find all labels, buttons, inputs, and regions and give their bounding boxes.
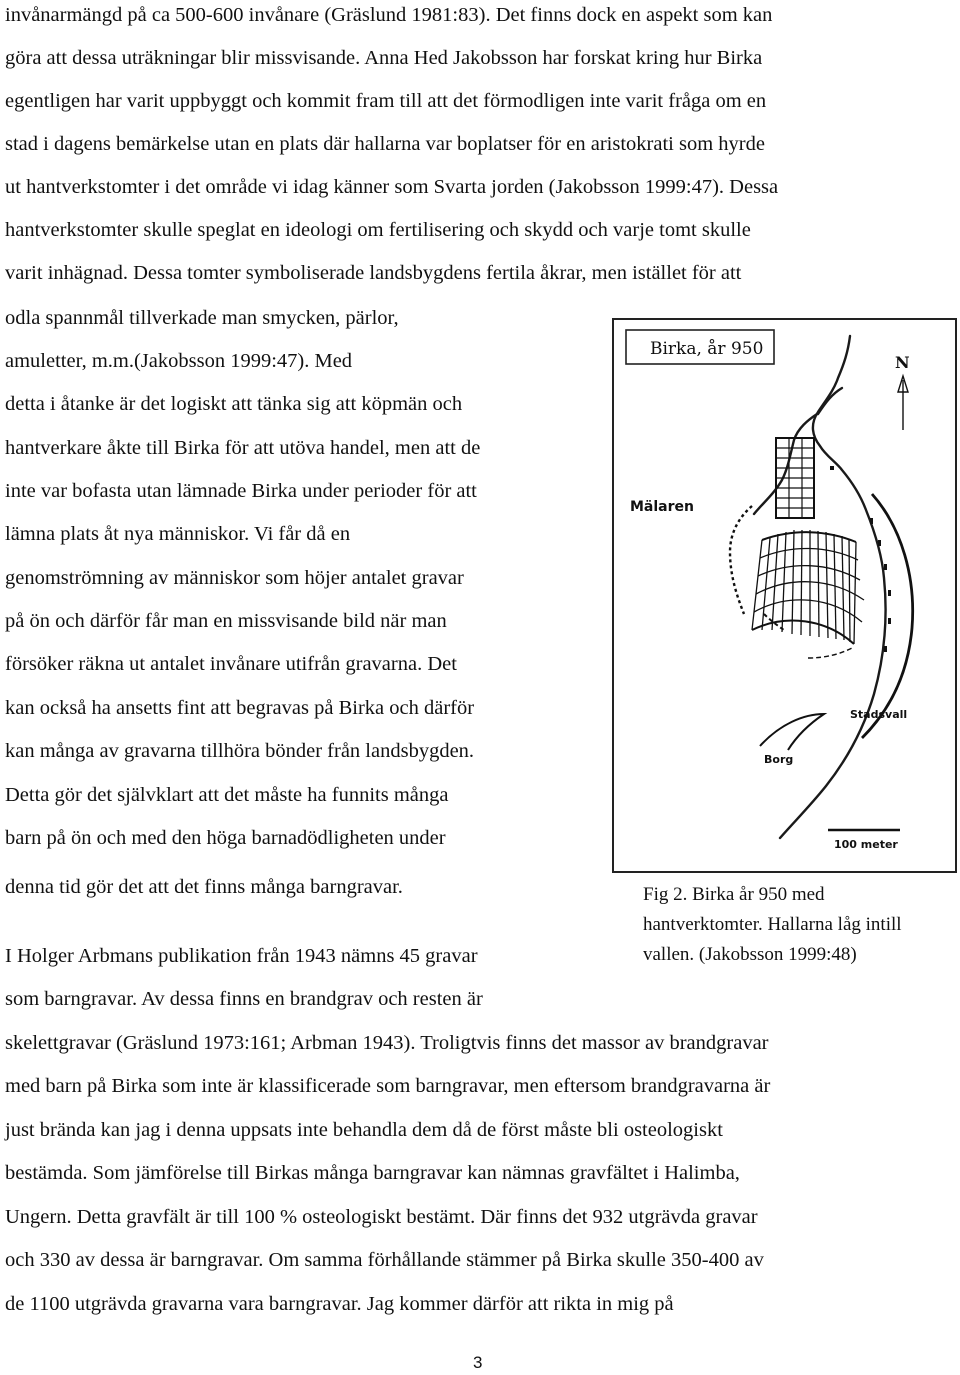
text-line: Ungern. Detta gravfält är till 100 % osteologiskt bestämt. Där finns det 932 utgrävda gravar bbox=[5, 1206, 758, 1228]
text-line: som barngravar. Av dessa finns en brandgrav och resten är bbox=[5, 988, 483, 1010]
text-line: amuletter, m.m.(Jakobsson 1999:47). Med bbox=[5, 350, 353, 372]
text-line: inte var bofasta utan lämnade Birka under perioder för att bbox=[5, 480, 477, 502]
birka-map-figure bbox=[612, 318, 957, 873]
text-line: just brända kan jag i denna uppsats inte behandla dem då de först måste bli osteologiskt bbox=[5, 1119, 723, 1141]
text-line: detta i åtanke är det logiskt att tänka sig att köpmän och bbox=[5, 393, 463, 415]
text-line: på ön och därför får man en missvisande bild när man bbox=[5, 610, 447, 632]
stadsvall-label: Stadsvall bbox=[850, 708, 908, 721]
map-title: Birka, år 950 bbox=[650, 339, 764, 359]
text-line: och 330 av dessa är barngravar. Om samma förhållande stämmer på Birka skulle 350-400 av bbox=[5, 1249, 764, 1271]
text-line: I Holger Arbmans publikation från 1943 nämns 45 gravar bbox=[5, 945, 478, 967]
text-line: göra att dessa uträkningar blir missvisande. Anna Hed Jakobsson har forskat kring hur Birka bbox=[5, 47, 763, 69]
text-line: hantverkstomter skulle speglat en ideologi om fertilisering och skydd och varje tomt skulle bbox=[5, 219, 751, 241]
text-line: Detta gör det självklart att det måste ha funnits många bbox=[5, 784, 449, 806]
north-label: N bbox=[895, 353, 910, 372]
text-line: kan också ha ansetts fint att begravas på Birka och därför bbox=[5, 697, 475, 719]
text-line: hantverkare åkte till Birka för att utöva handel, men att de bbox=[5, 437, 481, 459]
text-line: invånarmängd på ca 500-600 invånare (Gräslund 1981:83). Det finns dock en aspekt som kan bbox=[5, 4, 773, 26]
text-line: lämna plats åt nya människor. Vi får då en bbox=[5, 523, 351, 545]
text-line: egentligen har varit uppbyggt och kommit fram till att det förmodligen inte varit fråga om en bbox=[5, 90, 767, 112]
text-line: denna tid gör det att det finns många barngravar. bbox=[5, 876, 403, 898]
text-line: bestämda. Som jämförelse till Birkas många barngravar kan nämnas gravfältet i Halimba, bbox=[5, 1162, 740, 1184]
caption-line: vallen. (Jakobsson 1999:48) bbox=[643, 944, 857, 965]
text-line: skelettgravar (Gräslund 1973:161; Arbman 1943). Troligtvis finns det massor av brandgravar bbox=[5, 1032, 769, 1054]
text-line: ut hantverkstomter i det område vi idag känner som Svarta jorden (Jakobsson 1999:47). Dessa bbox=[5, 176, 779, 198]
text-line: kan många av gravarna tillhöra bönder från landsbygden. bbox=[5, 740, 475, 762]
figure-frame bbox=[613, 319, 956, 872]
text-line: försöker räkna ut antalet invånare utifrån gravarna. Det bbox=[5, 653, 457, 675]
text-line: barn på ön och med den höga barnadödligheten under bbox=[5, 827, 446, 849]
text-line: odla spannmål tillverkade man smycken, pärlor, bbox=[5, 307, 399, 329]
scale-label: 100 meter bbox=[834, 838, 898, 851]
page-number: 3 bbox=[473, 1353, 483, 1372]
caption-line: hantverktomter. Hallarna låg intill bbox=[643, 914, 902, 935]
malaren-label: Mälaren bbox=[630, 499, 694, 515]
borg-label: Borg bbox=[764, 753, 794, 766]
text-line: genomströmning av människor som höjer antalet gravar bbox=[5, 567, 464, 589]
text-line: med barn på Birka som inte är klassificerade som barngravar, men eftersom brandgravarna är bbox=[5, 1075, 771, 1097]
caption-line: Fig 2. Birka år 950 med bbox=[643, 884, 825, 905]
text-line: stad i dagens bemärkelse utan en plats där hallarna var boplatser för en aristokrati som hyrde bbox=[5, 133, 765, 155]
text-line: varit inhägnad. Dessa tomter symboliserade landsbygdens fertila åkrar, men istället för att bbox=[5, 262, 742, 284]
text-line: de 1100 utgrävda gravarna vara barngravar. Jag kommer därför att rikta in mig på bbox=[5, 1293, 674, 1315]
